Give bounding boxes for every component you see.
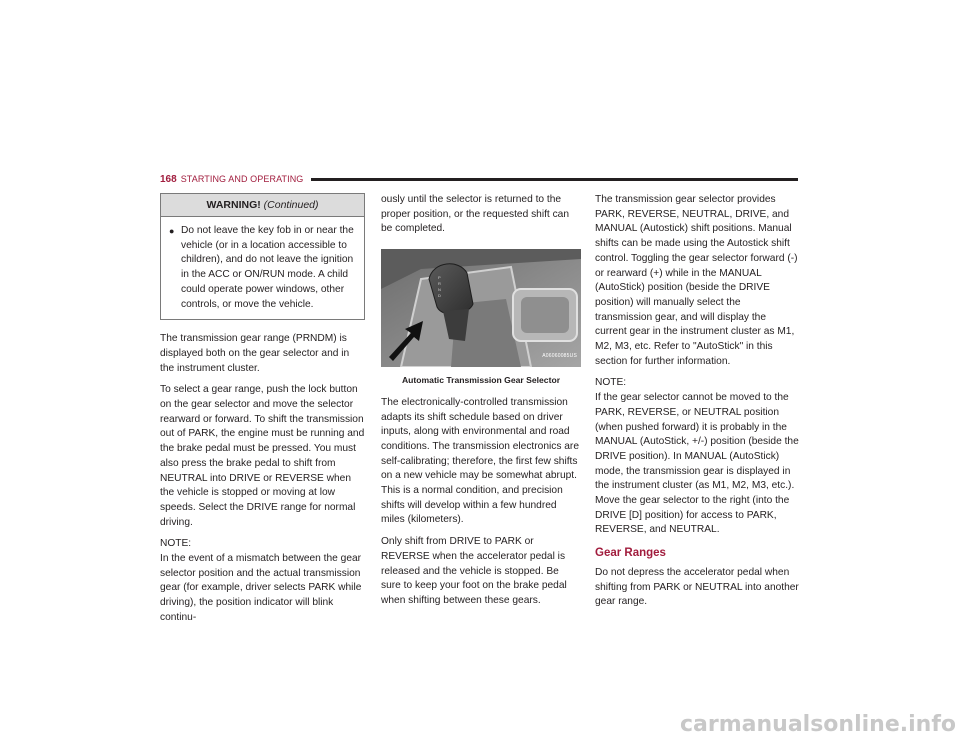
paragraph-continued: ously until the selector is returned to the proper position, or the requested shift can be completed.: [381, 194, 570, 235]
note-label: NOTE:: [160, 538, 192, 550]
warning-title: WARNING!: [206, 199, 261, 211]
note-text: If the gear selector cannot be moved to the PARK, REVERSE, or NEUTRAL position (when pushed forward) it is probably in the MANUAL (AutoStick, +/-) position (beside the DRIVE position). In MANUAL (AutoStick) mode, the transmission gear is displayed in the instrument cluster (as M1, M2, M3, etc.). Move the gear selector to the right (into the DRIVE [D] position) for access to PARK, REVERSE, and NEUTRAL.: [595, 392, 799, 536]
heading-gear-ranges: Gear Ranges: [595, 547, 666, 560]
page-header: [160, 173, 798, 185]
paragraph-gear-ranges: Do not depress the accelerator pedal when shifting from PARK or NEUTRAL into another gear range.: [595, 566, 799, 608]
figure-caption: Automatic Transmission Gear Selector: [401, 375, 561, 386]
bullet-icon: ●: [169, 226, 175, 236]
note-label: NOTE:: [595, 377, 627, 389]
section-title: STARTING AND OPERATING: [180, 174, 304, 184]
warning-header: [161, 194, 364, 217]
paragraph-shift-park: Only shift from DRIVE to PARK or REVERSE when the accelerator pedal is released and the vehicle is stopped. Be sure to keep your foot on the brake pedal when shifting between these gears.: [381, 536, 567, 606]
svg-text:D: D: [438, 293, 441, 299]
paragraph-electronic-control: The electronically-controlled transmission adapts its shift schedule based on driver inputs, along with environmental and road conditions. The transmission electronics are self-calibrating; therefore, the first few shifts on a new vehicle may be somewhat abrupt. This is a normal condition, and precision shifts will develop within a few hundred miles (kilometers).: [381, 396, 579, 526]
paragraph-gear-range-display: The transmission gear range (PRNDM) is displayed both on the gear selector and in the instrument cluster.: [160, 333, 350, 374]
header-rule: [311, 178, 798, 181]
figure-code: A06060085US: [542, 353, 577, 360]
warning-box: [160, 193, 365, 320]
warning-continued: (Continued): [260, 199, 319, 211]
warning-body: [161, 217, 364, 319]
page-number: 168: [160, 173, 177, 185]
paragraph-shift-positions: The transmission gear selector provides PARK, REVERSE, NEUTRAL, DRIVE, and MANUAL (Autostick) shift positions. Manual shifts can be made using the Autostick shift control. Toggling the gear selector forward (-) or rearward (+) while in the MANUAL (AutoStick) position (beside the DRIVE position) will manually select the transmission gear, and will display the current gear in the instrument cluster as M1, M2, M3, etc. Refer to "AutoStick" in this section for further information.: [595, 194, 798, 367]
column-right: [595, 193, 800, 617]
warning-bullet-text: Do not leave the key fob in or near the vehicle (or in a location accessible to children), and do not leave the ignition in the ACC or ON/RUN mode. A child could operate power windows, other controls, or move the vehicle.: [181, 225, 354, 310]
svg-text:N: N: [438, 287, 441, 293]
note-manual-mode: [595, 376, 800, 538]
svg-text:R: R: [438, 281, 441, 287]
column-middle: [381, 193, 581, 616]
watermark-text: carmanualsonline.info: [680, 712, 956, 737]
column-left: [160, 193, 365, 633]
paragraph-select-gear: To select a gear range, push the lock button on the gear selector and move the selector rearward or forward. To shift the transmission out of PARK, the engine must be running and the brake pedal must be pressed. You must also press the brake pedal to shift from NEUTRAL into DRIVE or REVERSE when the vehicle is stopped or moving at low speeds. Select the DRIVE range for normal driving.: [160, 384, 365, 528]
gear-selector-figure: [381, 249, 581, 367]
svg-text:P: P: [438, 275, 441, 281]
note-text: In the event of a mismatch between the gear selector position and the actual transmission gear (for example, driver selects PARK while driving), the position indicator will blink continu-: [160, 553, 362, 623]
note-mismatch: [160, 537, 365, 625]
